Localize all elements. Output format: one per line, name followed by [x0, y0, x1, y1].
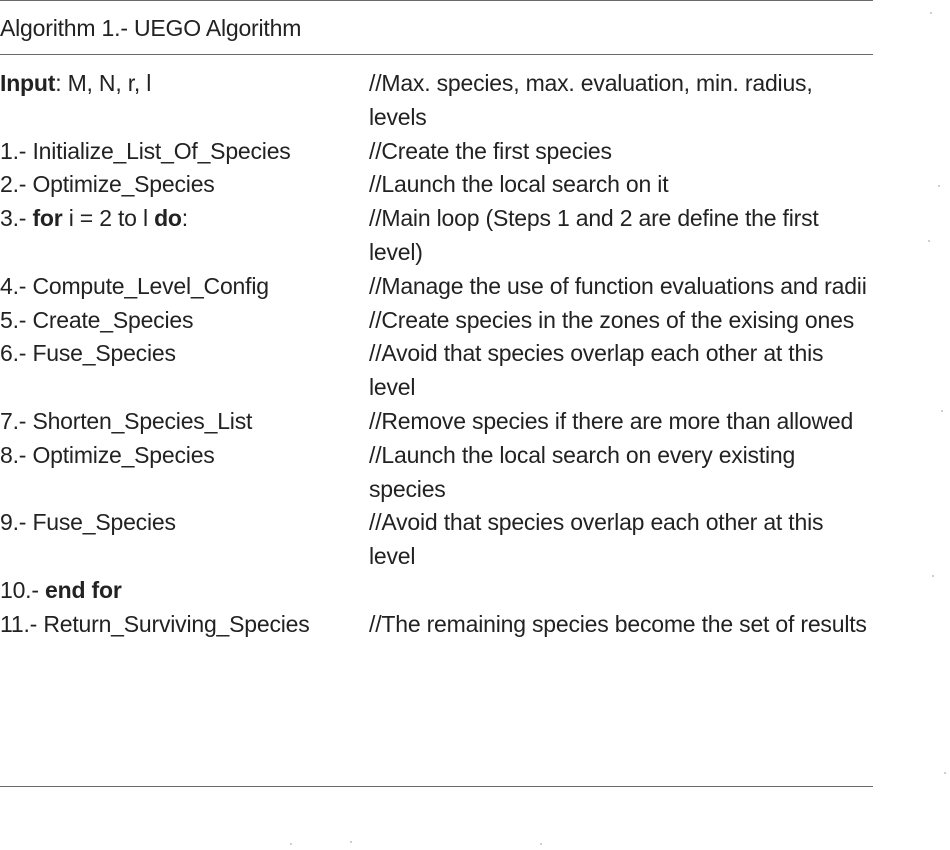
input-keyword: Input: [0, 70, 56, 96]
scan-speck: [928, 240, 930, 242]
step-3: [0, 202, 369, 236]
scan-speck: [350, 841, 352, 843]
step-3-comment: //Main loop (Steps 1 and 2 are define the first level): [369, 205, 819, 265]
end-for-keyword: end for: [45, 576, 122, 603]
for-keyword: for: [32, 205, 63, 232]
step-8-comment: //Launch the local search on every existing species: [369, 441, 796, 502]
bottom-rule: [0, 786, 873, 787]
scan-speck: [938, 185, 940, 187]
scan-speck: [290, 843, 292, 845]
step-row-2: [0, 168, 873, 202]
step-row-7: [0, 405, 873, 439]
input-comment: //Max. species, max. evaluation, min. radius, levels: [369, 70, 813, 130]
step-9: [0, 506, 369, 540]
step-row-11: [0, 608, 873, 642]
step-4: [0, 270, 369, 304]
algorithm-title: Algorithm 1.- UEGO Algorithm: [0, 15, 302, 41]
step-number: 5.-: [0, 306, 33, 333]
step-text: Fuse_Species: [32, 509, 176, 536]
step-row-1: [0, 135, 873, 169]
step-6-comment: //Avoid that species overlap each other at this level: [369, 340, 824, 401]
step-row-10: [0, 574, 873, 608]
step-text: Optimize_Species: [32, 171, 215, 198]
do-keyword: do: [154, 205, 182, 232]
step-5: [0, 304, 369, 338]
top-rule: [0, 0, 873, 1]
step-6: [0, 337, 369, 371]
input-params: : M, N, r, l: [55, 70, 152, 96]
scan-speck: [944, 772, 946, 774]
step-7-comment: //Remove species if there are more than allowed: [369, 407, 854, 434]
scan-speck: [932, 575, 934, 577]
step-row-4: [0, 270, 873, 304]
step-7: [0, 405, 369, 439]
step-11-comment: //The remaining species become the set of results: [369, 610, 867, 637]
step-row-8: [0, 439, 873, 507]
step-2-comment: //Launch the local search on it: [369, 171, 669, 198]
step-5-comment: //Create species in the zones of the exising ones: [369, 306, 854, 333]
step-number: 1.-: [0, 137, 33, 164]
step-4-comment: //Manage the use of function evaluations and radii: [369, 272, 867, 299]
algorithm-body: [0, 67, 873, 642]
step-number: 7.-: [0, 407, 33, 434]
step-1-comment: //Create the first species: [369, 137, 612, 164]
scan-speck: [941, 410, 943, 412]
step-1: [0, 135, 369, 169]
step-text: Shorten_Species_List: [32, 407, 253, 434]
step-9-comment: //Avoid that species overlap each other at this level: [369, 509, 824, 570]
step-text: Optimize_Species: [32, 441, 215, 468]
header-rule: [0, 54, 873, 55]
step-number: 8.-: [0, 441, 33, 468]
step-number: 3.-: [0, 205, 33, 232]
step-number: 4.-: [0, 272, 33, 299]
step-text: Return_Surviving_Species: [43, 610, 310, 637]
step-number: 11.-: [0, 610, 44, 637]
step-text: Fuse_Species: [32, 340, 176, 367]
step-number: 10.-: [0, 576, 46, 603]
step-8: [0, 439, 369, 473]
step-row-3: [0, 202, 873, 270]
step-text: Initialize_List_Of_Species: [32, 137, 291, 164]
step-row-9: [0, 506, 873, 574]
loop-range: i = 2 to l: [62, 205, 155, 232]
input-row: [0, 67, 873, 135]
step-number: 9.-: [0, 509, 33, 536]
scan-speck: [540, 843, 542, 845]
step-row-5: [0, 304, 873, 338]
scan-speck: [930, 12, 932, 14]
step-number: 2.-: [0, 171, 33, 198]
step-number: 6.-: [0, 340, 33, 367]
step-suffix: :: [181, 205, 188, 232]
step-text: Create_Species: [32, 306, 194, 333]
step-row-6: [0, 337, 873, 405]
step-text: Compute_Level_Config: [32, 272, 269, 299]
step-11: [0, 608, 369, 642]
step-2: [0, 168, 369, 202]
input-declaration: [0, 67, 369, 101]
step-10: [0, 574, 369, 608]
